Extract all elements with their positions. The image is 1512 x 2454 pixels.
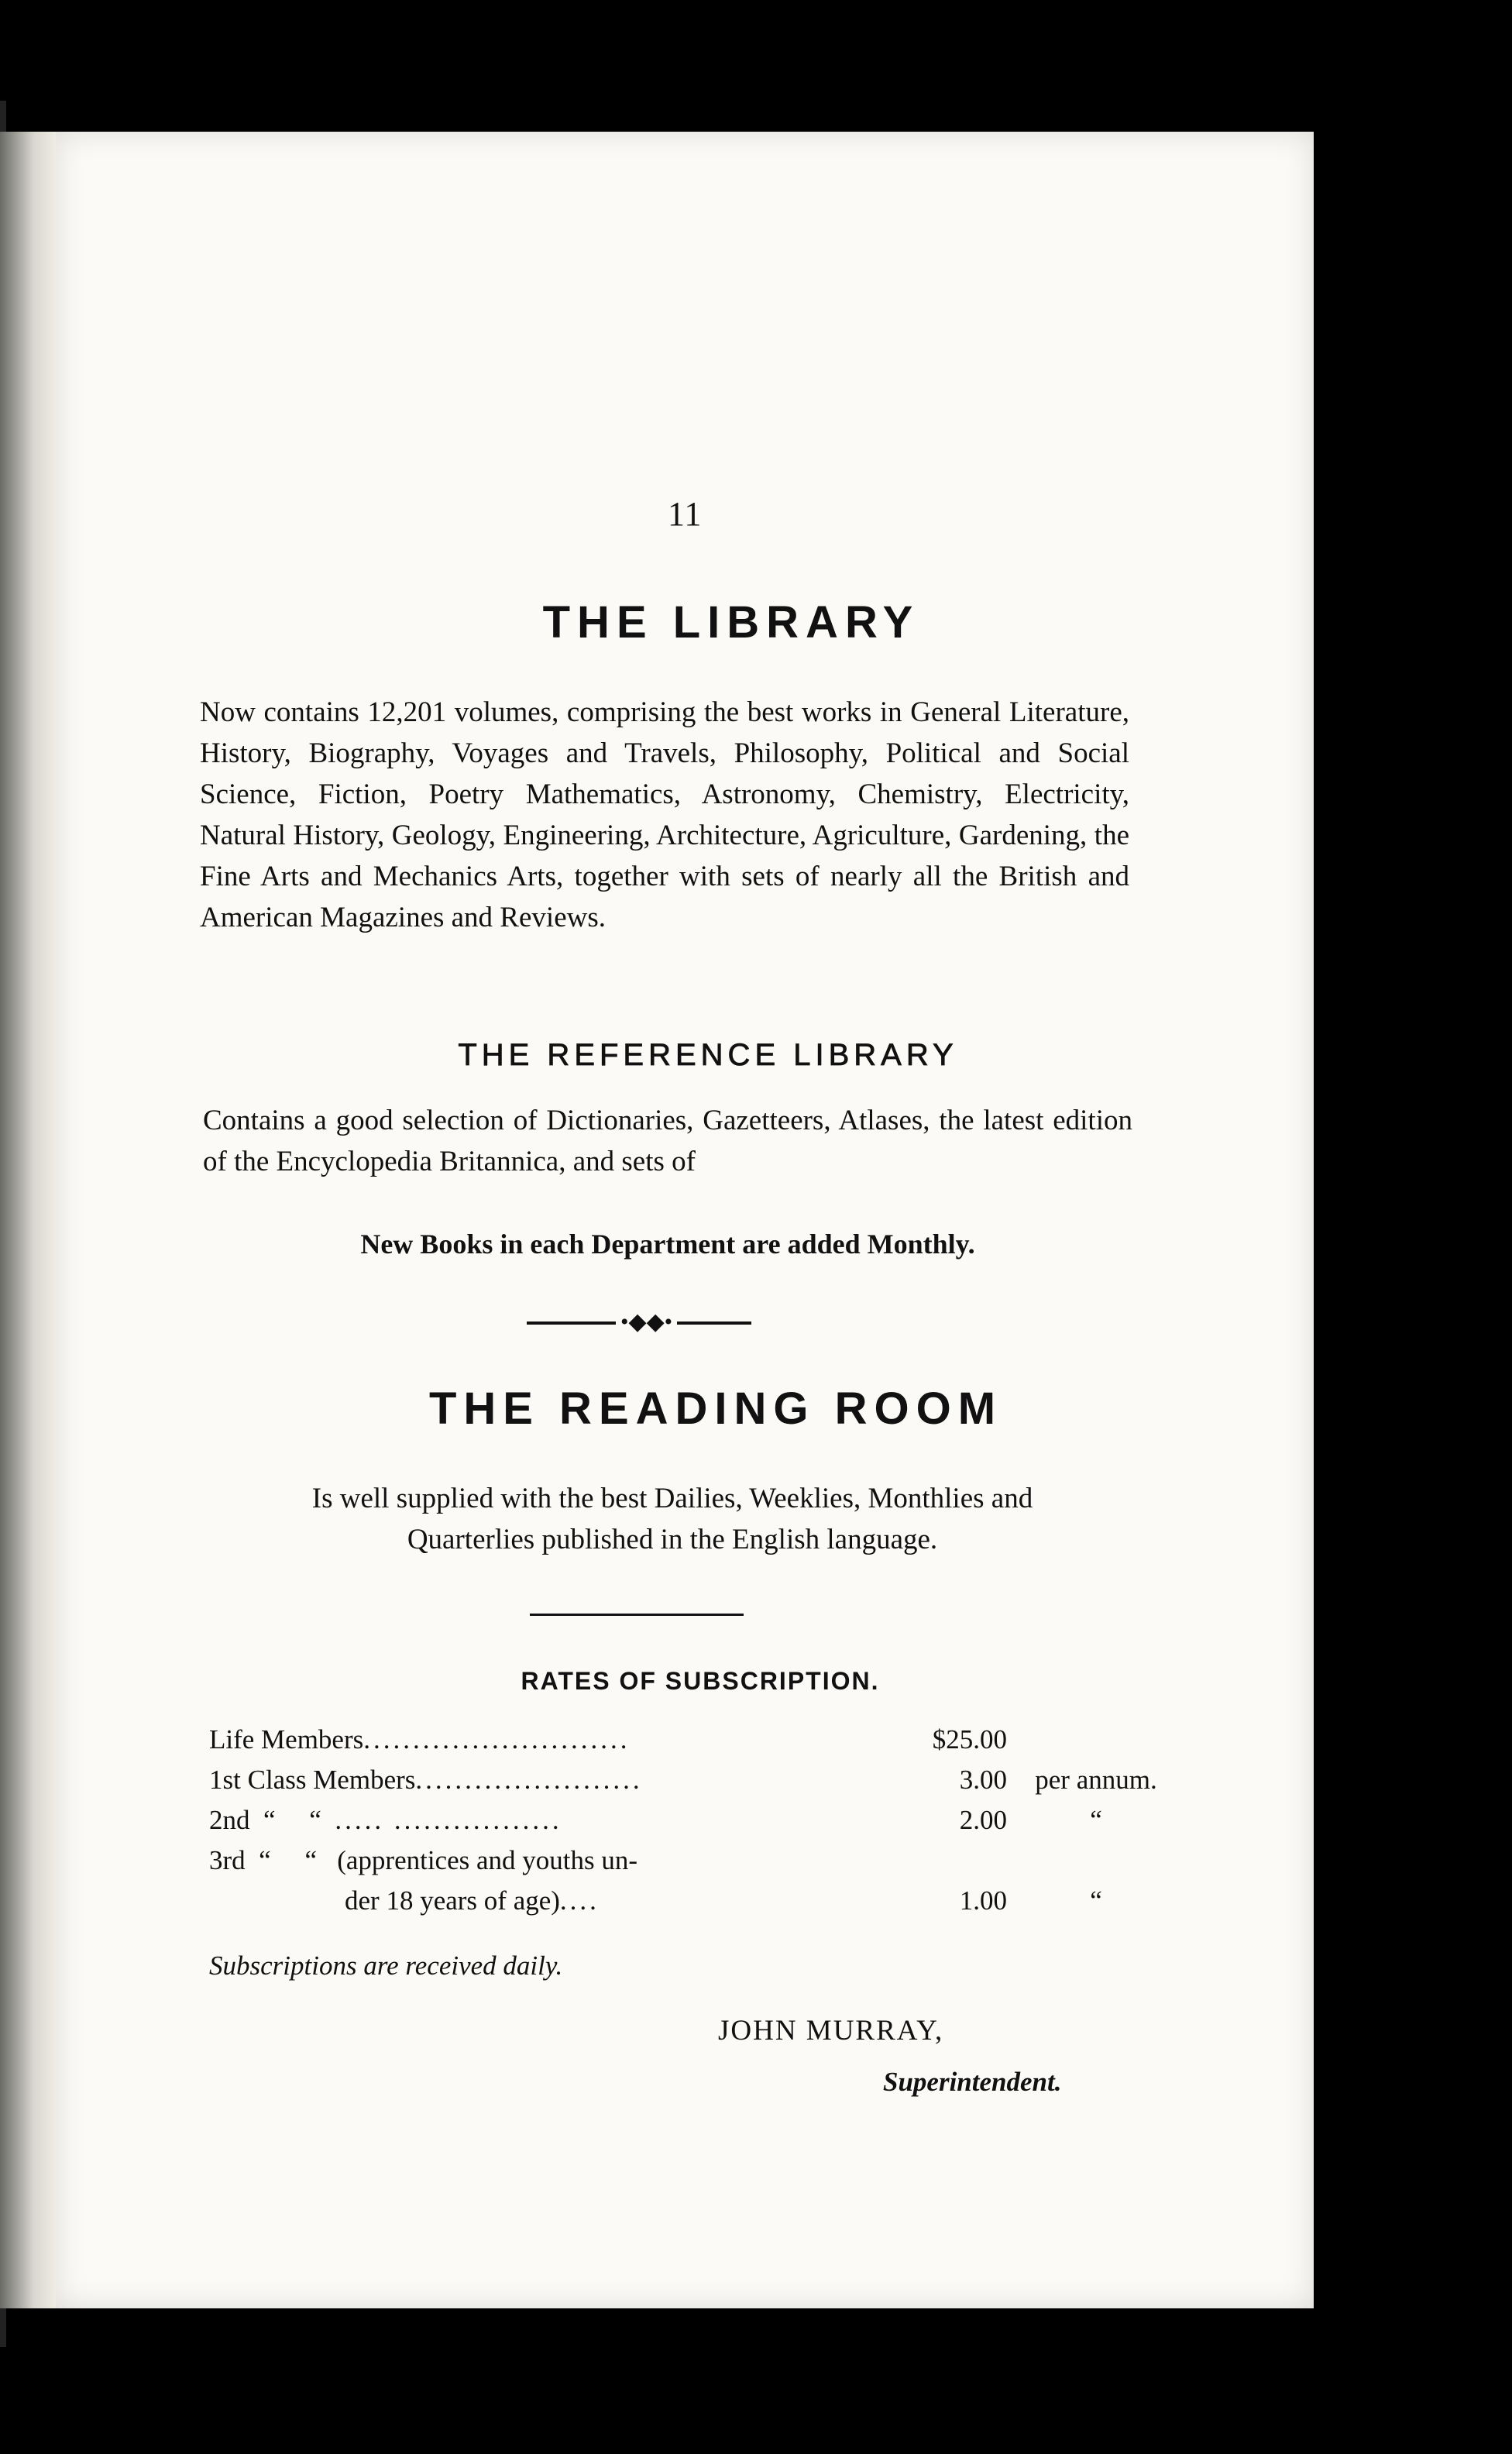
rate-row: [209, 1720, 1185, 1760]
reference-library-description: Contains a good selection of Dictionaries, Gazetteers, Atlases, the latest edition of the Encyclopedia Britannica, and sets of: [203, 1105, 1132, 1177]
book-page: [56, 132, 1314, 2308]
signer-title: Superintendent.: [883, 2067, 1062, 2097]
library-description: Now contains 12,201 volumes, comprising the best works in General Literature, History, Biography, Voyages and Travels, Philosophy, Political and Social Science, Fiction, Poetry Mathematics, Astronomy, Chemistry, Electricity, Natural History, Geology, Engineering, Architecture, Agriculture, Gardening, the Fine Arts and Mechanics Arts, together with sets of nearly all the British and American Magazines and Reviews.: [200, 696, 1129, 933]
subscriptions-note: Subscriptions are received daily.: [209, 1950, 563, 1981]
reading-room-line-2: Quarterlies published in the English language.: [407, 1524, 938, 1555]
page-number: 11: [668, 495, 703, 533]
rate-leader: [637, 1840, 908, 1881]
rate-leader: .......................: [415, 1765, 643, 1795]
book-gutter: [0, 132, 56, 2308]
signer-name: JOHN MURRAY,: [718, 2015, 944, 2047]
divider-ornament: •◆◆•: [616, 1311, 677, 1334]
rate-label: Life Members: [209, 1724, 364, 1755]
rate-unit: [1007, 1840, 1185, 1881]
rate-row: [209, 1800, 1185, 1840]
rate-label: 2nd “ “: [209, 1805, 335, 1835]
rate-price: 3.00: [959, 1765, 1007, 1795]
rate-leader: ..... .................: [335, 1805, 562, 1835]
reading-room-heading: THE READING ROOM: [428, 1383, 1003, 1434]
library-heading: THE LIBRARY: [542, 597, 920, 648]
rate-price: $25.00: [932, 1724, 1007, 1755]
rates-title: RATES OF SUBSCRIPTION.: [521, 1667, 880, 1695]
rate-unit: “: [1090, 1805, 1102, 1835]
rate-price: 1.00: [959, 1885, 1007, 1916]
rate-leader: ...........................: [363, 1724, 631, 1755]
rate-row: [209, 1760, 1185, 1800]
rate-row: [209, 1881, 1185, 1921]
reference-library-heading: THE REFERENCE LIBRARY: [458, 1038, 958, 1072]
rate-price: [908, 1840, 1007, 1881]
reading-room-description: [208, 1478, 1137, 1560]
rates-table: [209, 1720, 1185, 1921]
reading-room-line-1: Is well supplied with the best Dailies, Weeklies, Monthlies and: [311, 1483, 1033, 1514]
new-books-notice: New Books in each Department are added Monthly.: [360, 1229, 975, 1260]
rate-unit: “: [1090, 1885, 1102, 1916]
rate-unit: [1007, 1720, 1185, 1760]
rate-unit: per annum.: [1035, 1765, 1157, 1795]
rate-label: 1st Class Members: [209, 1765, 416, 1795]
rate-label: 3rd “ “ (apprentices and youths un-: [209, 1845, 638, 1875]
plain-divider: [530, 1614, 744, 1616]
rate-label: der 18 years of age): [209, 1885, 560, 1916]
rate-leader: ....: [559, 1885, 600, 1916]
rate-row: [209, 1840, 1185, 1881]
rate-price: 2.00: [959, 1805, 1007, 1835]
